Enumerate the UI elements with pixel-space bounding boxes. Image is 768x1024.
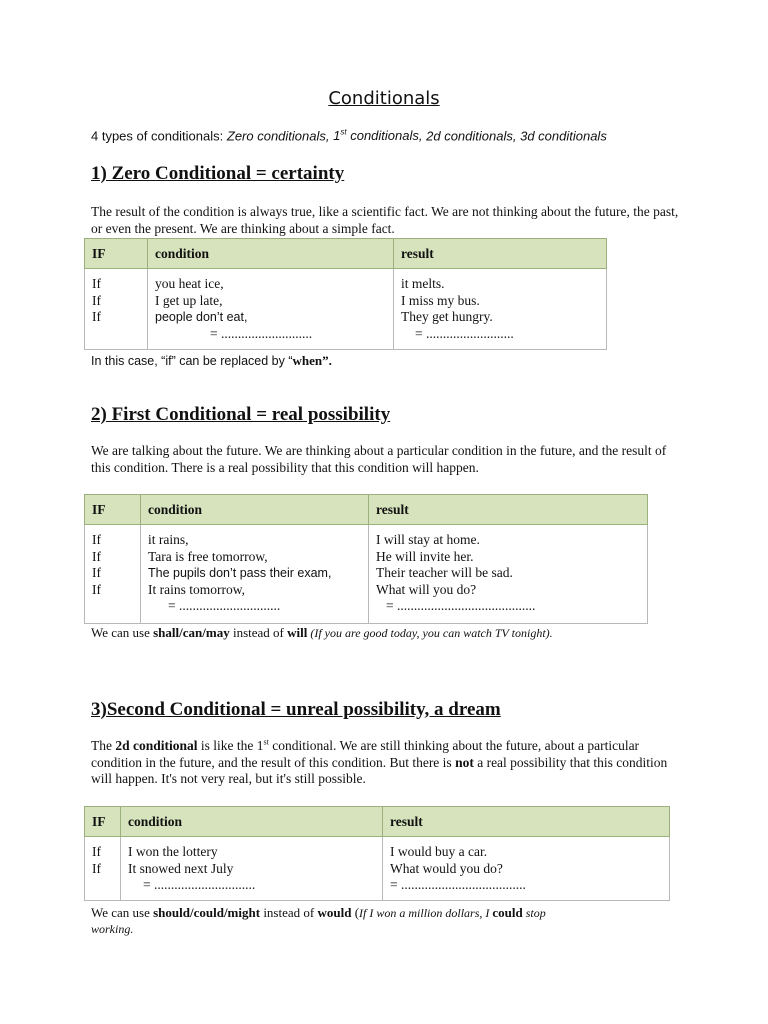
header-result: result <box>383 807 670 837</box>
type-third: 3d conditionals <box>520 128 607 144</box>
condition-cell: it rains, Tara is free tomorrow, The pupils don’t pass their exam, It rains tomorrow, = .............................. <box>141 525 369 624</box>
table-row <box>85 269 607 350</box>
condition-fill-blank: = .............................. <box>143 877 256 892</box>
header-condition: condition <box>141 495 369 525</box>
result-fill-blank: = ..................................... <box>390 877 526 892</box>
types-line <box>91 128 607 143</box>
zero-conditional-table <box>84 238 607 350</box>
type-second: 2d conditionals, <box>426 128 517 144</box>
condition-fill-blank: = .............................. <box>168 598 281 613</box>
section-note-zero: In this case, “if” can be replaced by “when”. <box>91 353 332 368</box>
types-lead: 4 types of conditionals: <box>91 128 224 144</box>
table-row <box>85 837 670 901</box>
table-header-row <box>85 495 648 525</box>
condition-cell: you heat ice, I get up late, people don’t eat, = ........................... <box>148 269 394 350</box>
section-heading-second: 3)Second Conditional = unreal possibility, a dream <box>91 699 501 720</box>
header-result: result <box>369 495 648 525</box>
section-para-zero: The result of the condition is always true, like a scientific fact. We are not thinking about the future, the past, or even the present. We are thinking about a simple fact. <box>91 204 679 236</box>
if-cell: If If If If <box>85 525 141 624</box>
condition-cell: I won the lottery It snowed next July = .............................. <box>121 837 383 901</box>
result-fill-blank: = ......................................... <box>386 598 536 613</box>
result-fill-blank: = .......................... <box>415 325 514 341</box>
result-cell: it melts. I miss my bus. They get hungry. = .......................... <box>394 269 607 350</box>
if-cell: If If <box>85 837 121 901</box>
section-note-first: We can use shall/can/may instead of will (If you are good today, you can watch TV tonight). <box>91 625 553 640</box>
section-heading-zero: 1) Zero Conditional = certainty <box>91 163 345 184</box>
header-if: IF <box>85 495 141 525</box>
condition-fill-blank: = ........................... <box>210 325 313 341</box>
page-title: Conditionals <box>328 88 440 109</box>
if-cell: If If If <box>85 269 148 350</box>
result-cell: I would buy a car. What would you do? = ..................................... <box>383 837 670 901</box>
header-result: result <box>394 239 607 269</box>
header-condition: condition <box>121 807 383 837</box>
type-first: 1st conditionals, <box>333 128 423 144</box>
table-header-row <box>85 807 670 837</box>
section-heading-first: 2) First Conditional = real possibility <box>91 404 391 425</box>
result-cell: I will stay at home. He will invite her. Their teacher will be sad. What will you do? = ......................................... <box>369 525 648 624</box>
section-para-first: We are talking about the future. We are thinking about a particular condition in the future, and the result of this condition. There is a real possibility that this condition will happen. <box>91 443 667 475</box>
second-conditional-table <box>84 806 670 901</box>
table-row <box>85 525 648 624</box>
header-condition: condition <box>148 239 394 269</box>
section-para-second: The 2d conditional is like the 1st conditional. We are still thinking about the future, about a particular condition in the future, and the result of this condition. But there is not a real possibility that this condition will happen. It's not very real, but it's still possible. <box>91 737 668 786</box>
type-zero: Zero conditionals, <box>226 128 330 144</box>
first-conditional-table <box>84 494 648 624</box>
header-if: IF <box>85 239 148 269</box>
section-note-second: We can use should/could/might instead of would (If I won a million dollars, I could stop working. <box>91 905 546 936</box>
table-header-row <box>85 239 607 269</box>
header-if: IF <box>85 807 121 837</box>
